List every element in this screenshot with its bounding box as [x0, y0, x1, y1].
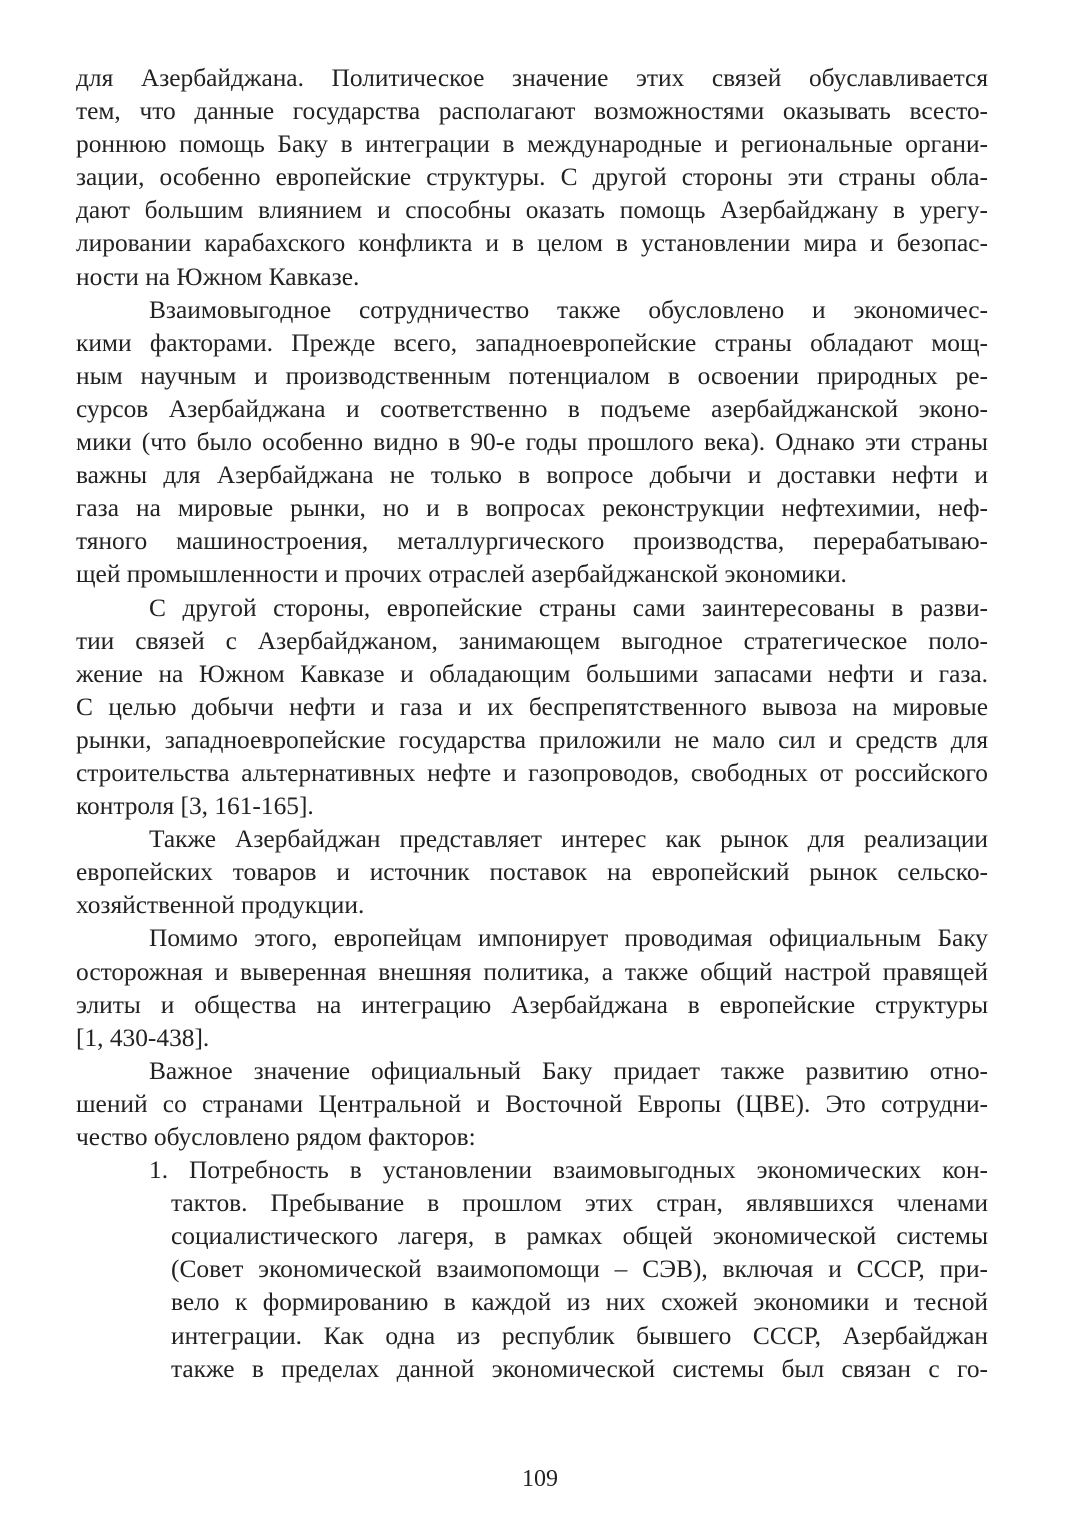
text-line: тии связей с Азербайджаном, занимающем выгодное стратегическое поло- — [76, 626, 988, 655]
text-line: тяного машиностроения, металлургического производства, перерабатываю- — [76, 527, 988, 556]
text-line: [1, 430-438]. — [76, 1023, 210, 1052]
page-number: 109 — [522, 1466, 558, 1492]
text-line: строительства альтернативных нефте и газопроводов, свободных от российского — [76, 758, 988, 787]
text-line: осторожная и выверенная внешняя политика, а также общий настрой правящей — [76, 957, 988, 986]
text-line: элиты и общества на интеграцию Азербайджана в европейские структуры — [76, 990, 988, 1019]
text-line: зации, особенно европейские структуры. С другой стороны эти страны обла- — [76, 163, 988, 192]
text-line: для Азербайджана. Политическое значение этих связей обуславливается — [76, 64, 988, 92]
text-line: Взаимовыгодное сотрудничество также обусловлено и экономичес- — [149, 295, 988, 324]
list-item-line: тактов. Пребывание в прошлом этих стран, являвшихся членами — [171, 1189, 988, 1218]
text-line: ности на Южном Кавказе. — [76, 262, 360, 291]
text-line: сурсов Азербайджана и соответственно в подъеме азербайджанской эконо- — [76, 394, 988, 423]
text-line: роннюю помощь Баку в интеграции в международные и региональные органи- — [76, 130, 988, 159]
text-line: ным научным и производственным потенциалом в освоении природных ре- — [76, 361, 988, 390]
text-line: Также Азербайджан представляет интерес как рынок для реализации — [149, 825, 988, 854]
list-item-line: (Совет экономической взаимопомощи – СЭВ), включая и СССР, при- — [171, 1255, 988, 1284]
text-line: дают большим влиянием и способны оказать помощь Азербайджану в урегу- — [76, 196, 988, 225]
text-line: Помимо этого, европейцам импонирует проводимая официальным Баку — [149, 924, 988, 953]
list-item-line: также в пределах данной экономической системы был связан с го- — [171, 1354, 988, 1383]
text-line: лировании карабахского конфликта и в целом в установлении мира и безопас- — [76, 229, 988, 258]
text-line: жение на Южном Кавказе и обладающим большими запасами нефти и газа. — [76, 659, 988, 688]
text-line: С другой стороны, европейские страны сами заинтересованы в разви- — [149, 593, 988, 622]
text-line: шений со странами Центральной и Восточной Европы (ЦВЕ). Это сотрудни- — [76, 1089, 988, 1118]
text-line: европейских товаров и источник поставок на европейский рынок сельско- — [76, 858, 988, 887]
text-line: хозяйственной продукции. — [76, 891, 365, 920]
text-line: рынки, западноевропейские государства приложили не мало сил и средств для — [76, 725, 988, 754]
text-line: контроля [3, 161-165]. — [76, 792, 314, 821]
text-line: Важное значение официальный Баку придает также развитию отно- — [149, 1056, 988, 1085]
list-item-line: 1. Потребность в установлении взаимовыгодных экономических кон- — [149, 1156, 988, 1185]
text-line: мики (что было особенно видно в 90-е годы прошлого века). Однако эти страны — [76, 428, 988, 457]
text-line: газа на мировые рынки, но и в вопросах реконструкции нефтехимии, неф- — [76, 494, 988, 523]
list-item-line: интеграции. Как одна из республик бывшего СССР, Азербайджан — [171, 1321, 988, 1350]
text-line: чество обусловлено рядом факторов: — [76, 1123, 476, 1151]
list-item-line: вело к формированию в каждой из них схожей экономики и тесной — [171, 1288, 988, 1317]
body-text — [76, 62, 988, 1386]
text-line: щей промышленности и прочих отраслей азербайджанской экономики. — [76, 560, 847, 589]
text-line: важны для Азербайджана не только в вопросе добычи и доставки нефти и — [76, 461, 988, 490]
text-line: тем, что данные государства располагают возможностями оказывать всесто- — [76, 97, 988, 126]
text-line: кими факторами. Прежде всего, западноевропейские страны обладают мощ- — [76, 328, 988, 357]
list-item-line: социалистического лагеря, в рамках общей экономической системы — [171, 1222, 988, 1251]
text-line: С целью добычи нефти и газа и их беспрепятственного вывоза на мировые — [76, 692, 988, 721]
